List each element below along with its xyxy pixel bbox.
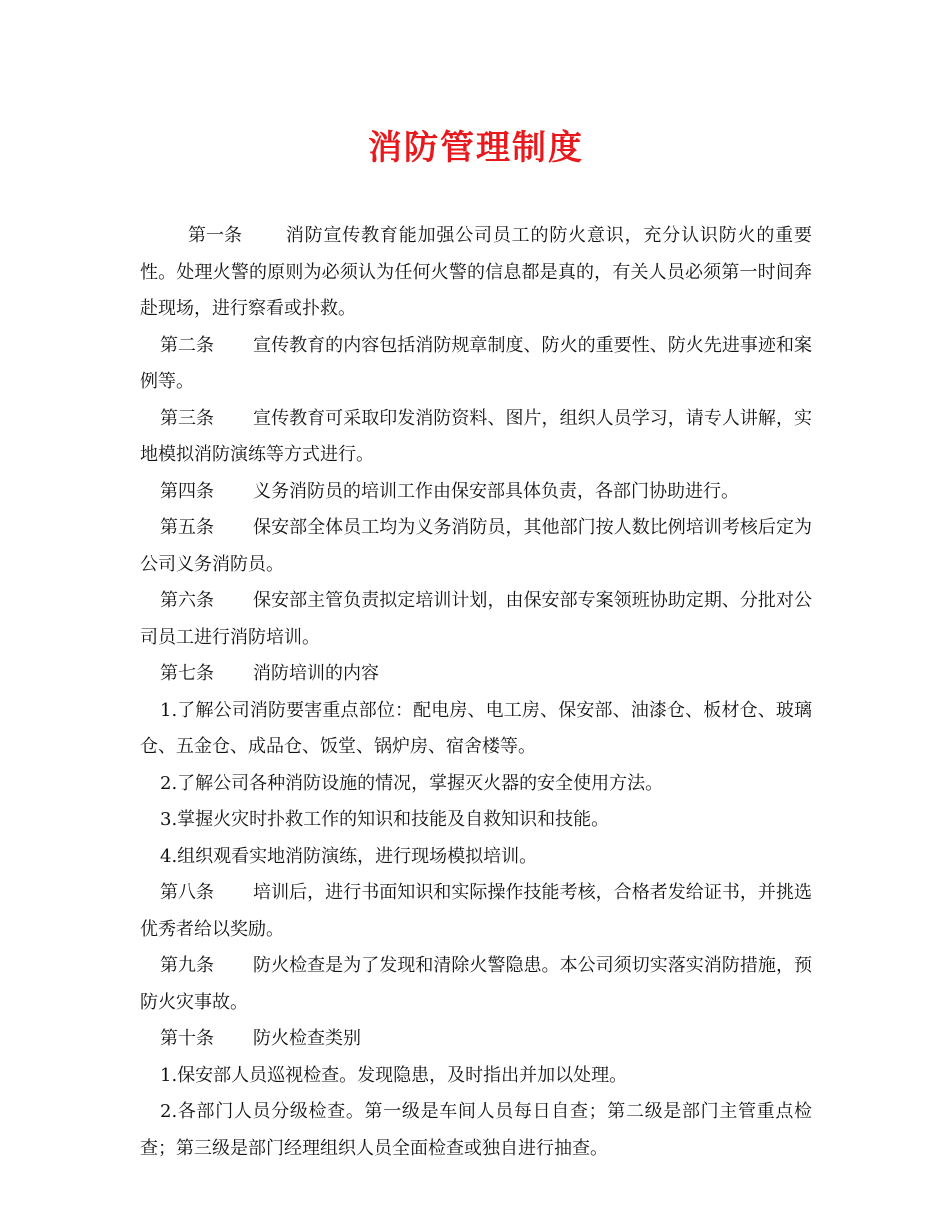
article-label: 第三条 <box>160 407 214 429</box>
article-text: 宣传教育可采取印发消防资料、图片，组织人员学习，请专人讲解，实地模拟消防演练等方式进行。 <box>140 407 812 465</box>
paragraph <box>140 1021 812 1058</box>
paragraph <box>140 693 812 766</box>
article-label: 第五条 <box>160 517 214 538</box>
article-text: 消防培训的内容 <box>253 663 379 684</box>
article-text: 义务消防员的培训工作由保安部具体负责，各部门协助进行。 <box>253 480 739 502</box>
article-text: 保安部全体员工均为义务消防员，其他部门按人数比例培训考核后定为公司义务消防员。 <box>140 517 812 575</box>
document-body <box>140 218 812 1167</box>
paragraph <box>140 510 812 583</box>
paragraph <box>140 802 812 839</box>
list-item-text: 2.各部门人员分级检查。第一级是车间人员每日自查；第二级是部门主管重点检查；第三级是部门经理组织人员全面检查或独自进行抽查。 <box>140 1101 812 1159</box>
article-label: 第十条 <box>160 1028 214 1049</box>
article-text: 防火检查类别 <box>253 1028 361 1049</box>
paragraph <box>140 1094 812 1167</box>
paragraph <box>140 474 812 511</box>
page-title: 消防管理制度 <box>368 128 584 168</box>
paragraph <box>140 401 812 474</box>
article-label: 第一条 <box>188 225 242 246</box>
list-item-text: 4.组织观看实地消防演练，进行现场模拟培训。 <box>160 845 538 867</box>
paragraph <box>140 839 812 876</box>
article-label: 第二条 <box>160 334 214 356</box>
paragraph <box>140 1058 812 1095</box>
list-item-text: 3.掌握火灾时扑救工作的知识和技能及自救知识和技能。 <box>160 809 610 830</box>
article-label: 第六条 <box>160 590 214 611</box>
paragraph <box>140 218 812 328</box>
article-label: 第四条 <box>160 480 214 502</box>
paragraph <box>140 766 812 803</box>
article-label: 第八条 <box>160 882 214 903</box>
article-text: 消防宣传教育能加强公司员工的防火意识，充分认识防火的重要性。处理火警的原则为必须认为任何火警的信息都是真的，有关人员必须第一时间奔赴现场，进行察看或扑救。 <box>140 225 812 319</box>
paragraph <box>140 948 812 1021</box>
paragraph <box>140 875 812 948</box>
article-text: 保安部主管负责拟定培训计划，由保安部专案领班协助定期、分批对公司员工进行消防培训。 <box>140 590 812 648</box>
article-text: 培训后，进行书面知识和实际操作技能考核，合格者发给证书，并挑选优秀者给以奖励。 <box>140 882 812 940</box>
paragraph <box>140 656 812 693</box>
list-item-text: 2.了解公司各种消防设施的情况，掌握灭火器的安全使用方法。 <box>160 772 664 794</box>
list-item-text: 1.了解公司消防要害重点部位：配电房、电工房、保安部、油漆仓、板材仓、玻璃仓、五金仓、成品仓、饭堂、锅炉房、宿舍楼等。 <box>140 699 812 757</box>
article-text: 防火检查是为了发现和清除火警隐患。本公司须切实落实消防措施，预防火灾事故。 <box>140 955 812 1013</box>
article-label: 第七条 <box>160 663 214 684</box>
article-text: 宣传教育的内容包括消防规章制度、防火的重要性、防火先进事迹和案例等。 <box>140 334 812 392</box>
paragraph <box>140 328 812 401</box>
paragraph <box>140 583 812 656</box>
list-item-text: 1.保安部人员巡视检查。发现隐患，及时指出并加以处理。 <box>160 1064 628 1086</box>
article-label: 第九条 <box>160 955 214 976</box>
